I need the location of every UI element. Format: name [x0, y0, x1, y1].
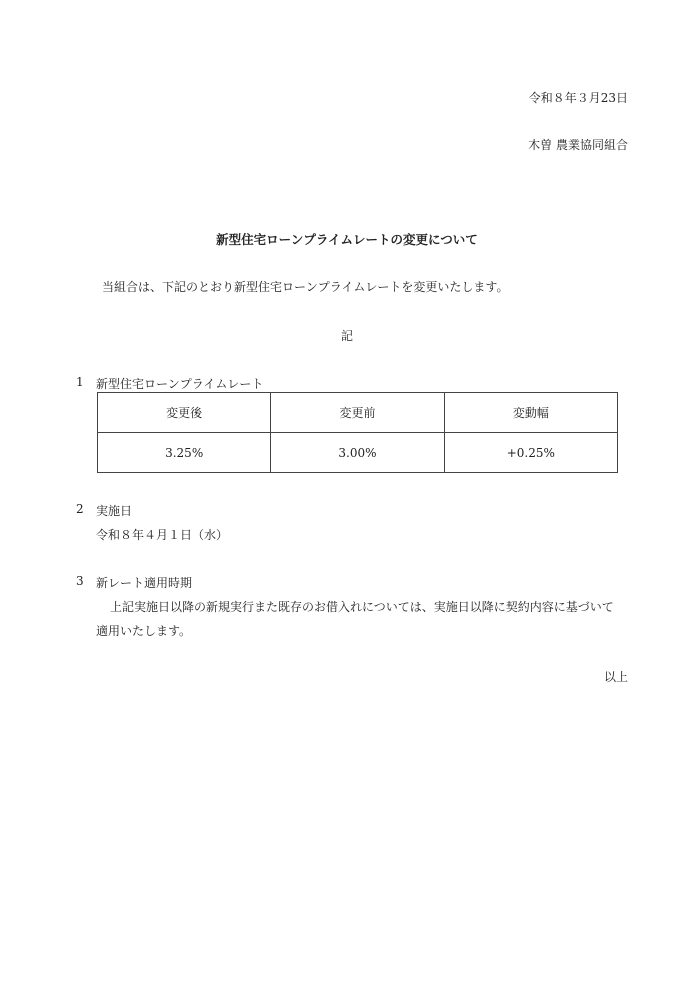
section3-title: 新レート適用時期 [96, 576, 193, 590]
value-before: 3.00% [271, 433, 444, 473]
value-after: 3.25% [98, 433, 271, 473]
issuer-name: 木曽 農業協同組合 [528, 138, 628, 152]
section3-body-line1: 上記実施日以降の新規実行また既存のお借入れについては、実施日以降に契約内容に基づいて [110, 600, 614, 614]
section3-number: 3 [76, 574, 84, 588]
section1-title: 新型住宅ローンプライムレート [96, 377, 264, 391]
document-date: 令和８年３月23日 [528, 91, 628, 105]
intro-text: 当組合は、下記のとおり新型住宅ローンプライムレートを変更いたします。 [102, 280, 509, 294]
rate-table [97, 392, 618, 473]
closing-mark: 以上 [603, 670, 628, 684]
section1-number: 1 [76, 375, 84, 389]
section2-number: 2 [76, 502, 84, 516]
implementation-date: 令和８年４月１日（水） [96, 528, 229, 542]
value-change: +0.25% [444, 433, 617, 473]
header-before: 変更前 [271, 393, 444, 433]
section2-title: 実施日 [96, 504, 133, 518]
rate-table-value-row [98, 433, 618, 473]
header-after: 変更後 [98, 393, 271, 433]
document-title: 新型住宅ローンプライムレートの変更について [216, 232, 478, 247]
section3-body-line2: 適用いたします。 [96, 624, 192, 638]
ki-marker: 記 [340, 329, 353, 343]
header-change: 変動幅 [444, 393, 617, 433]
rate-table-header-row [98, 393, 618, 433]
